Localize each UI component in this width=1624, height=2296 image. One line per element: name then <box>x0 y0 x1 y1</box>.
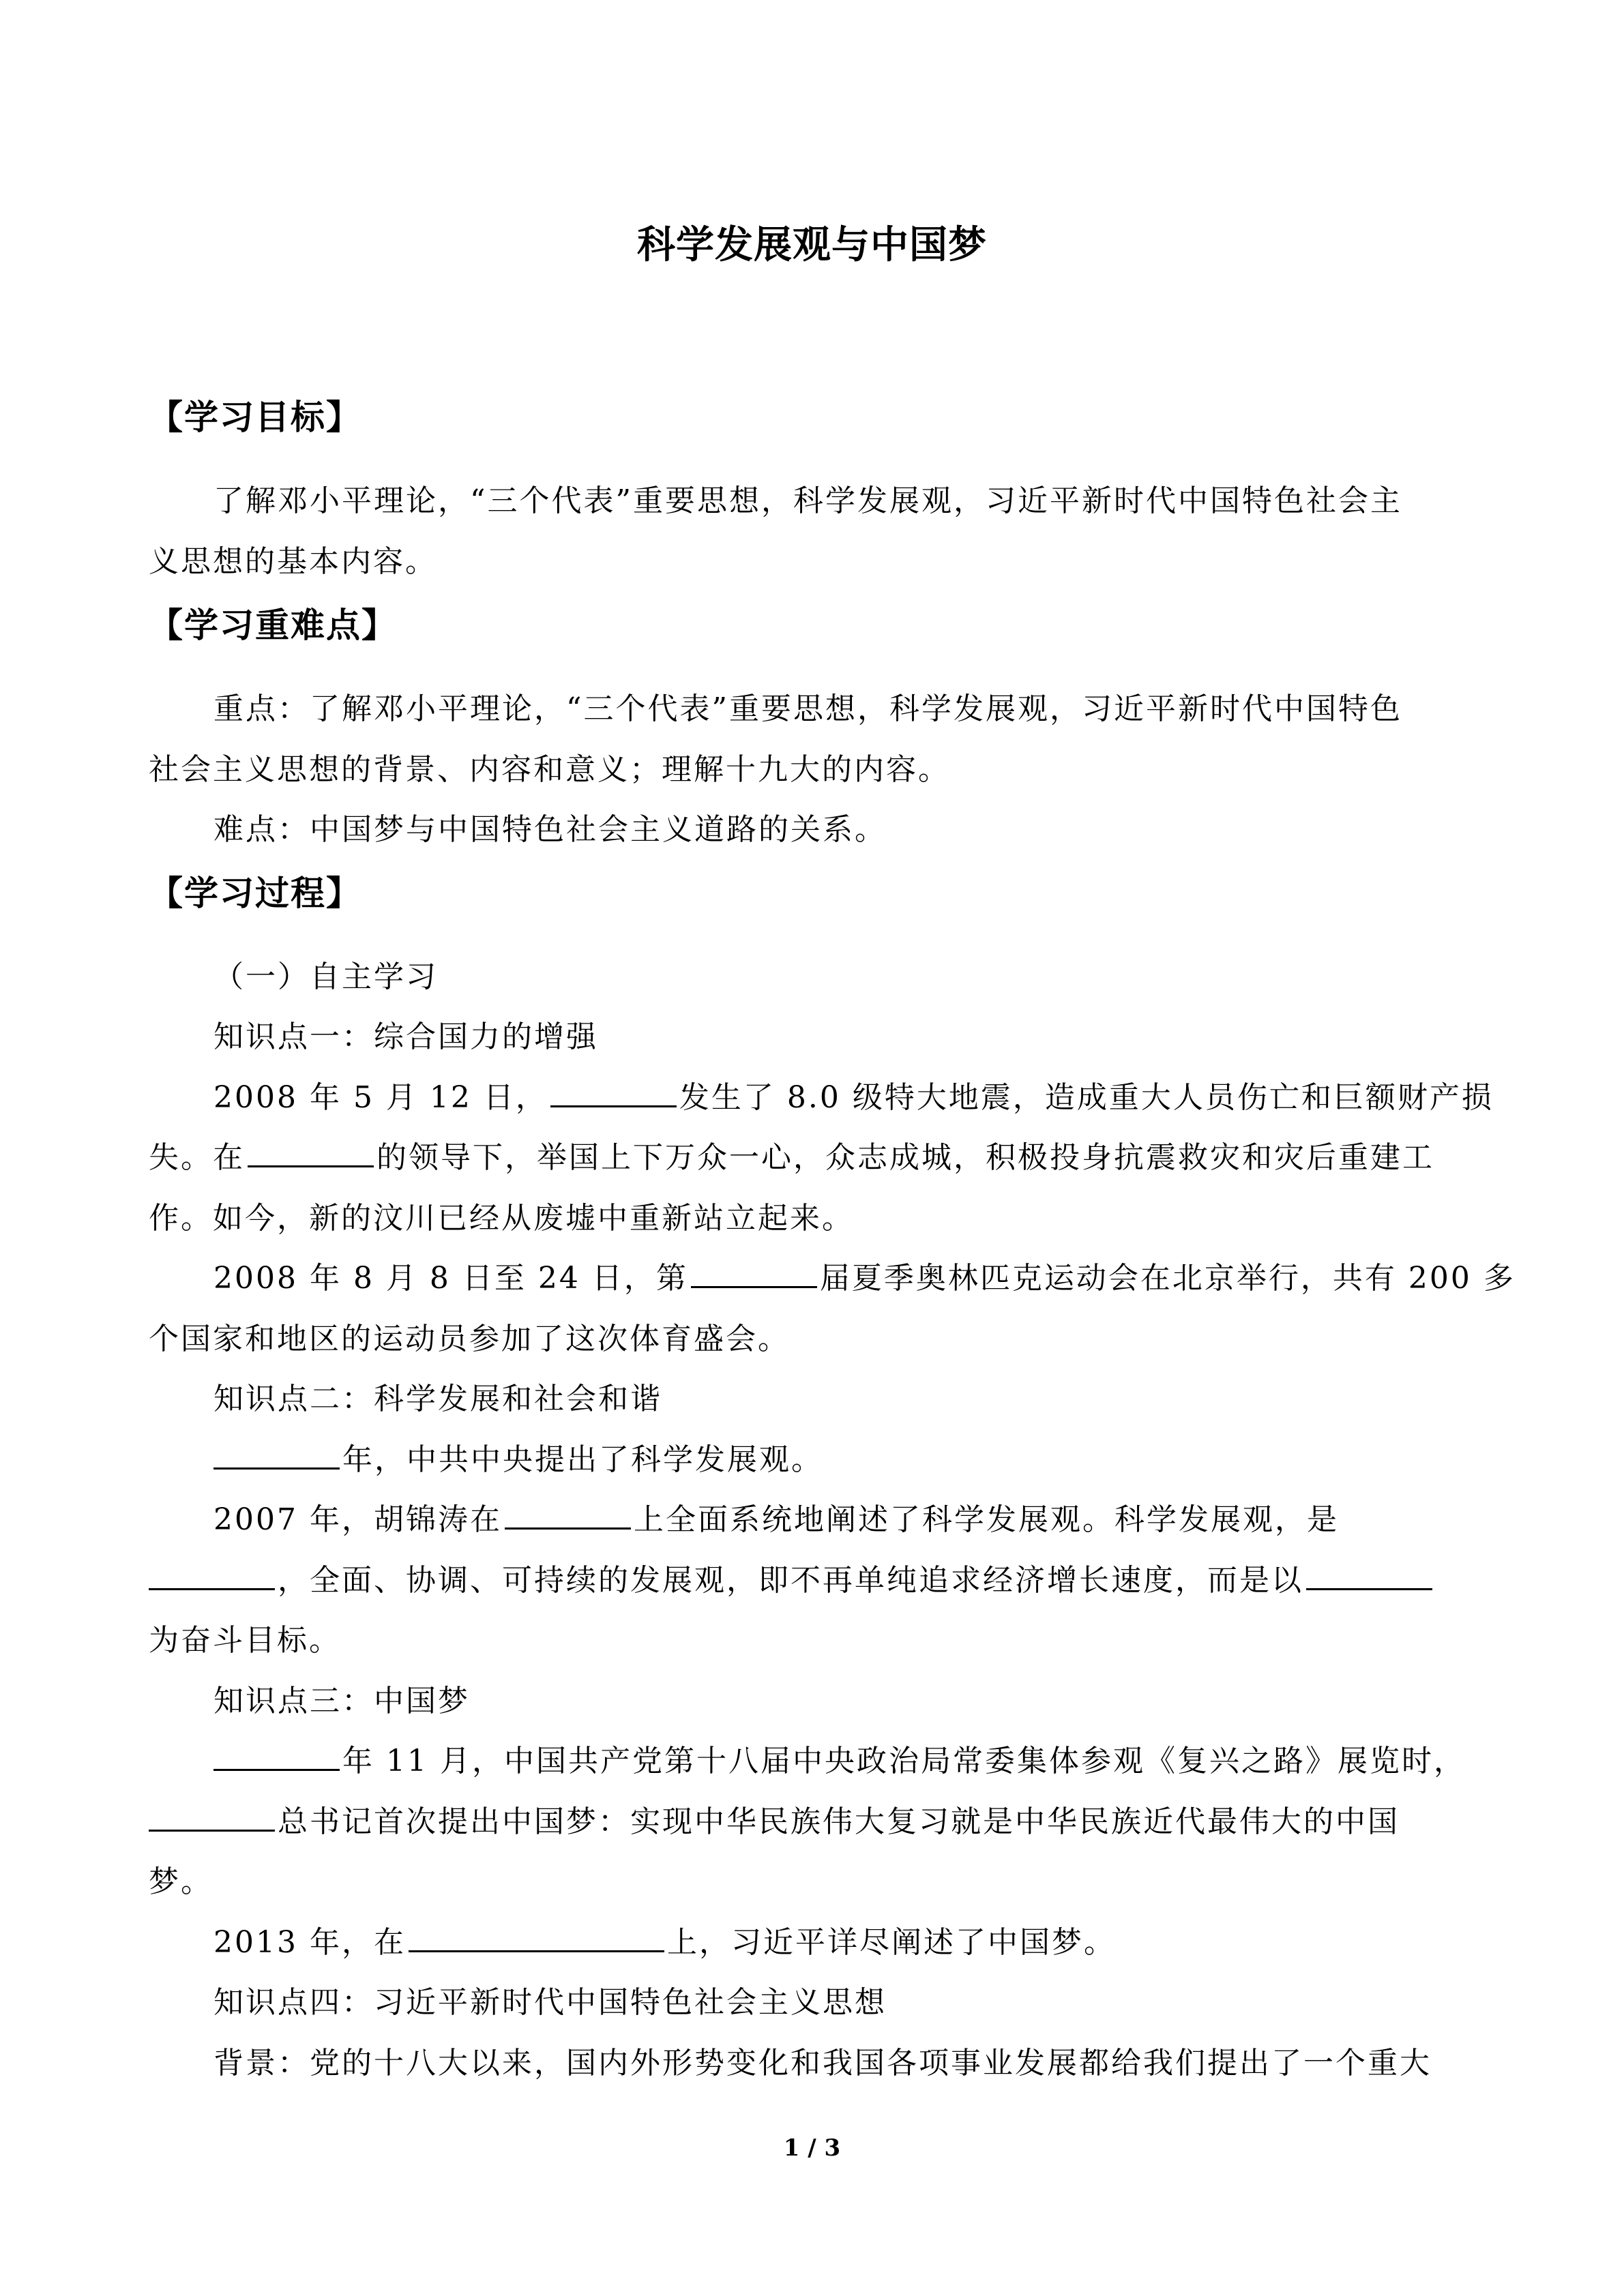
paragraph-line: 梦。 <box>149 1864 213 1899</box>
text-run: 2008 年 8 月 8 日至 24 日，第 <box>213 1261 688 1296</box>
section-heading-goals: 【学习目标】 <box>149 398 361 437</box>
fill-in-blank[interactable] <box>213 1744 340 1771</box>
paragraph-line: 重点：了解邓小平理论，“三个代表”重要思想，科学发展观，习近平新时代中国特色 <box>213 691 1402 726</box>
paragraph-line <box>213 1073 1494 1116</box>
fill-in-blank[interactable] <box>248 1141 374 1167</box>
knowledge-point-heading: 知识点二：科学发展和社会和谐 <box>213 1382 662 1416</box>
paragraph-line <box>213 1495 1339 1538</box>
text-run: 发生了 8.0 级特大地震，造成重大人员伤亡和巨额财产损 <box>679 1080 1494 1115</box>
fill-in-blank[interactable] <box>1306 1564 1432 1590</box>
paragraph-line <box>213 1253 1516 1297</box>
paragraph-line <box>213 1918 1116 1961</box>
text-run: 上，习近平详尽阐述了中国梦。 <box>666 1925 1116 1960</box>
text-run: 年 11 月，中国共产党第十八届中央政治局常委集体参观《复兴之路》展览时， <box>342 1744 1466 1778</box>
fill-in-blank[interactable] <box>691 1262 817 1288</box>
fill-in-blank[interactable] <box>149 1805 275 1832</box>
text-run: 的领导下，举国上下万众一心，众志成城，积极投身抗震救灾和灾后重建工 <box>377 1140 1434 1175</box>
text-run: 2013 年，在 <box>213 1925 406 1960</box>
subsection-heading: （一）自主学习 <box>213 959 438 994</box>
text-run: 失。在 <box>149 1140 245 1175</box>
paragraph-line: 为奋斗目标。 <box>149 1623 341 1658</box>
text-run: 届夏季奥林匹克运动会在北京举行，共有 200 多 <box>819 1261 1516 1296</box>
text-run: ，全面、协调、可持续的发展观，即不再单纯追求经济增长速度，而是以 <box>278 1563 1303 1598</box>
paragraph-line <box>149 1555 1435 1599</box>
paragraph-line: 义思想的基本内容。 <box>149 544 437 579</box>
paragraph-line <box>213 1736 1466 1780</box>
text-run: 上全面系统地阐述了科学发展观。科学发展观，是 <box>633 1502 1339 1537</box>
paragraph-line <box>213 1435 823 1478</box>
text-run: 2008 年 5 月 12 日， <box>213 1080 548 1115</box>
knowledge-point-heading: 知识点四：习近平新时代中国特色社会主义思想 <box>213 1985 887 2020</box>
fill-in-blank[interactable] <box>550 1081 677 1107</box>
section-heading-process: 【学习过程】 <box>149 874 361 913</box>
fill-in-blank[interactable] <box>213 1443 340 1470</box>
knowledge-point-heading: 知识点三：中国梦 <box>213 1684 470 1718</box>
paragraph-line: 了解邓小平理论，“三个代表”重要思想，科学发展观，习近平新时代中国特色社会主 <box>213 483 1402 518</box>
paragraph-line: 个国家和地区的运动员参加了这次体育盛会。 <box>149 1322 790 1356</box>
text-run: 2007 年，胡锦涛在 <box>213 1502 502 1537</box>
paragraph-line: 作。如今，新的汶川已经从废墟中重新站立起来。 <box>149 1201 854 1236</box>
paragraph-line: 社会主义思想的背景、内容和意义；理解十九大的内容。 <box>149 752 950 787</box>
paragraph-line <box>149 1797 1400 1840</box>
section-heading-key-points: 【学习重难点】 <box>149 606 397 645</box>
paragraph-line <box>149 1133 1434 1176</box>
fill-in-blank[interactable] <box>149 1564 275 1590</box>
paragraph-line: 背景：党的十八大以来，国内外形势变化和我国各项事业发展都给我们提出了一个重大 <box>213 2046 1432 2081</box>
text-run: 年，中共中央提出了科学发展观。 <box>342 1442 823 1477</box>
knowledge-point-heading: 知识点一：综合国力的增强 <box>213 1019 598 1054</box>
page-number: 1 / 3 <box>783 2134 841 2162</box>
fill-in-blank[interactable] <box>505 1503 631 1530</box>
text-run: 总书记首次提出中国梦：实现中华民族伟大复习就是中华民族近代最伟大的中国 <box>278 1804 1400 1839</box>
page-title: 科学发展观与中国梦 <box>637 223 987 267</box>
paragraph-line: 难点：中国梦与中国特色社会主义道路的关系。 <box>213 812 887 847</box>
fill-in-blank[interactable] <box>409 1926 664 1952</box>
